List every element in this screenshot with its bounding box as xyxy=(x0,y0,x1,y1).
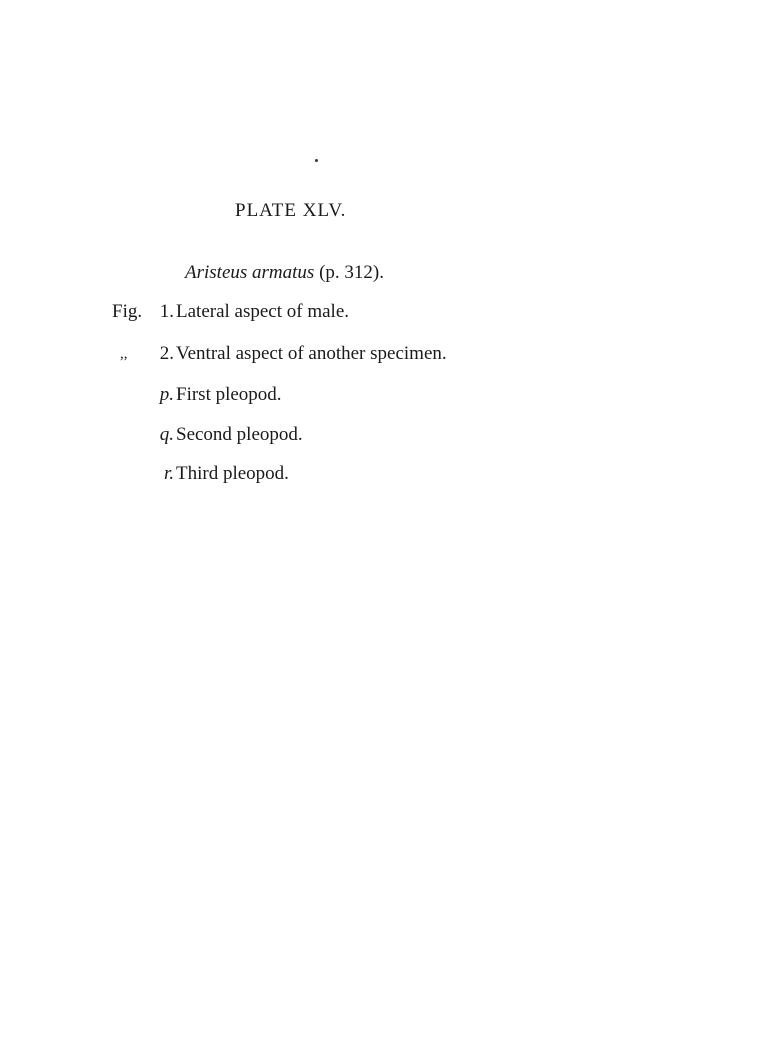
figure-letter: p. xyxy=(159,384,174,405)
figure-letter: r. xyxy=(163,463,174,484)
figure-caption: Third pleopod. xyxy=(176,463,289,484)
figure-entry-q xyxy=(112,423,512,447)
figure-caption: Lateral aspect of male. xyxy=(176,301,350,322)
figure-entry-1 xyxy=(112,300,512,324)
print-speck xyxy=(315,159,318,162)
plate-title: PLATE XLV. xyxy=(235,200,347,221)
figure-number: 1. xyxy=(159,301,174,322)
species-heading xyxy=(185,262,384,284)
figure-caption: First pleopod. xyxy=(176,384,282,405)
figure-caption: Ventral aspect of another specimen. xyxy=(176,343,447,364)
figure-number: 2. xyxy=(159,343,174,364)
figure-letter: q. xyxy=(159,424,174,445)
species-name: Aristeus armatus xyxy=(185,262,315,283)
figure-entry-r xyxy=(112,462,512,486)
ditto-mark: ,, xyxy=(120,346,128,362)
figure-prefix: Fig. xyxy=(112,301,143,322)
figure-caption: Second pleopod. xyxy=(176,424,303,445)
page-reference: (p. 312). xyxy=(319,262,384,283)
figure-entry-2 xyxy=(112,342,512,366)
figure-entry-p xyxy=(112,383,512,407)
